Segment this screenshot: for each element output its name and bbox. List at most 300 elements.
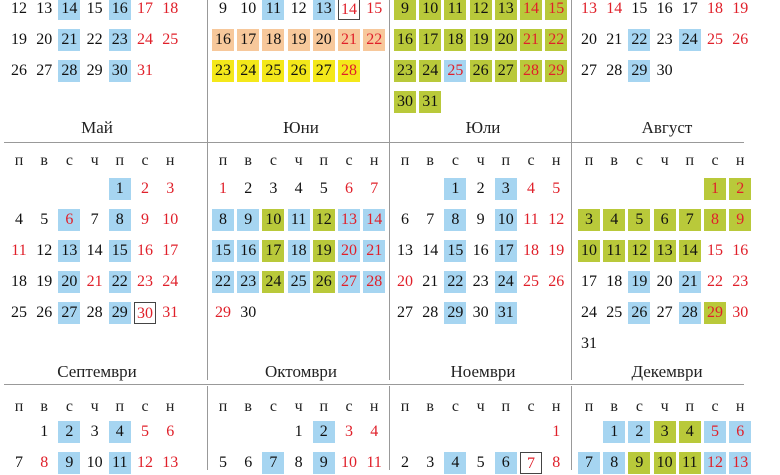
day-cell[interactable]: 10 [341, 454, 357, 471]
day-cell[interactable]: 27 [313, 60, 335, 82]
day-cell[interactable]: 9 [219, 0, 227, 17]
weekday-header: ч [476, 152, 485, 169]
day-cell[interactable]: 27 [338, 271, 360, 293]
day-cell[interactable]: 18 [262, 29, 284, 51]
day-cell[interactable]: 21 [520, 29, 542, 51]
day-cell[interactable]: 31 [581, 335, 597, 352]
month-title: Октомври [264, 362, 338, 381]
weekday-header: п [584, 152, 594, 169]
day-cell[interactable]: 20 [656, 273, 673, 290]
day-cell[interactable]: 8 [40, 454, 49, 471]
day-cell[interactable]: 23 [656, 31, 673, 48]
day-cell[interactable]: 28 [86, 304, 103, 321]
day-cell[interactable]: 19 [732, 0, 749, 17]
day-cell[interactable]: 15 [545, 0, 567, 20]
day-cell[interactable]: 21 [363, 240, 385, 262]
weekday-header: с [527, 398, 535, 415]
day-cell[interactable]: 7 [520, 452, 542, 474]
weekday-header: н [735, 152, 745, 169]
day-cell[interactable]: 4 [294, 180, 303, 197]
day-cell[interactable]: 11 [288, 209, 310, 231]
day-cell[interactable]: 11 [603, 240, 625, 262]
day-cell[interactable]: 22 [86, 31, 103, 48]
day-cell[interactable]: 2 [401, 454, 409, 471]
day-cell[interactable]: 22 [628, 29, 650, 51]
day-cell[interactable]: 21 [679, 271, 701, 293]
day-cell[interactable]: 9 [476, 211, 485, 228]
day-cell[interactable]: 19 [628, 271, 650, 293]
day-cell[interactable]: 7 [578, 452, 600, 474]
day-cell[interactable]: 8 [552, 454, 561, 471]
day-cell[interactable]: 3 [654, 421, 676, 443]
day-cell[interactable]: 28 [606, 62, 623, 79]
day-cell[interactable]: 14 [422, 242, 439, 259]
day-cell[interactable]: 3 [578, 209, 600, 231]
day-cell[interactable]: 29 [545, 60, 567, 82]
day-cell[interactable]: 26 [288, 60, 310, 82]
day-cell[interactable]: 25 [707, 31, 723, 48]
day-cell[interactable]: 18 [162, 0, 179, 17]
day-cell[interactable]: 5 [628, 209, 650, 231]
weekday-header: п [115, 398, 125, 415]
weekday-header: н [165, 398, 175, 415]
day-cell[interactable]: 2 [729, 178, 751, 200]
day-cell[interactable]: 16 [237, 240, 259, 262]
day-cell[interactable]: 17 [237, 29, 259, 51]
day-cell[interactable]: 11 [262, 0, 284, 20]
weekday-header: с [345, 152, 353, 169]
weekday-header: с [269, 152, 277, 169]
day-cell[interactable]: 23 [472, 273, 489, 290]
weekday-header: ч [294, 398, 303, 415]
day-cell[interactable]: 9 [628, 452, 650, 474]
day-cell[interactable]: 20 [581, 31, 597, 48]
day-cell[interactable]: 7 [426, 211, 435, 228]
weekday-header: с [65, 152, 73, 169]
day-cell[interactable]: 10 [419, 0, 441, 20]
day-cell[interactable]: 31 [495, 302, 517, 324]
weekday-header: н [551, 152, 561, 169]
day-cell[interactable]: 24 [262, 271, 284, 293]
weekday-header: ч [660, 152, 669, 169]
day-cell[interactable]: 4 [370, 423, 379, 440]
day-cell[interactable]: 1 [219, 180, 227, 197]
weekday-header: в [426, 152, 434, 169]
day-cell[interactable]: 3 [269, 180, 278, 197]
day-cell[interactable]: 12 [628, 240, 650, 262]
weekday-header: с [269, 398, 277, 415]
day-cell[interactable]: 8 [704, 209, 726, 231]
day-cell[interactable]: 19 [470, 29, 492, 51]
day-cell[interactable]: 4 [527, 180, 535, 197]
day-cell[interactable]: 31 [162, 304, 179, 321]
day-cell[interactable]: 10 [654, 452, 676, 474]
day-cell[interactable]: 23 [732, 273, 749, 290]
day-cell[interactable]: 27 [581, 62, 597, 79]
day-cell[interactable]: 12 [36, 242, 53, 259]
day-cell[interactable]: 14 [86, 242, 103, 259]
day-cell[interactable]: 6 [495, 452, 517, 474]
day-cell[interactable]: 28 [520, 60, 542, 82]
day-cell[interactable]: 8 [212, 209, 234, 231]
day-cell[interactable]: 29 [86, 62, 103, 79]
weekday-header: с [65, 398, 73, 415]
day-cell[interactable]: 28 [338, 60, 360, 82]
weekday-header: н [369, 398, 379, 415]
row-divider [4, 142, 744, 143]
weekday-header: в [244, 398, 252, 415]
day-cell[interactable]: 12 [548, 211, 565, 228]
day-cell[interactable]: 3 [90, 423, 99, 440]
day-cell[interactable]: 5 [40, 211, 49, 228]
day-cell[interactable]: 17 [137, 0, 153, 17]
day-cell[interactable]: 31 [137, 62, 153, 79]
month-title: Юни [283, 118, 319, 137]
day-cell[interactable]: 12 [137, 454, 153, 471]
day-cell[interactable]: 17 [162, 242, 179, 259]
day-cell[interactable]: 8 [109, 209, 131, 231]
day-cell[interactable]: 1 [40, 423, 49, 440]
day-cell[interactable]: 18 [444, 29, 466, 51]
day-cell[interactable]: 6 [244, 454, 253, 471]
day-cell[interactable]: 17 [581, 273, 597, 290]
day-cell[interactable]: 6 [345, 180, 353, 197]
day-cell[interactable]: 2 [58, 421, 80, 443]
weekday-header: в [40, 152, 48, 169]
weekday-header: п [14, 152, 24, 169]
weekday-header: ч [294, 152, 303, 169]
day-cell[interactable]: 11 [523, 211, 539, 228]
weekday-header: в [426, 398, 434, 415]
weekday-header: п [584, 398, 594, 415]
day-cell[interactable]: 9 [141, 211, 149, 228]
weekday-header: п [685, 152, 695, 169]
day-cell[interactable]: 5 [552, 180, 561, 197]
day-cell[interactable]: 13 [58, 240, 80, 262]
day-cell[interactable]: 23 [237, 271, 259, 293]
day-cell[interactable]: 12 [704, 452, 726, 474]
day-cell[interactable]: 25 [444, 60, 466, 82]
weekday-header: ч [90, 152, 99, 169]
day-cell[interactable]: 7 [370, 180, 379, 197]
day-cell[interactable]: 25 [606, 304, 623, 321]
day-cell[interactable]: 14 [363, 209, 385, 231]
month-title: Август [641, 118, 693, 137]
day-cell[interactable]: 12 [11, 0, 27, 17]
day-cell[interactable]: 2 [628, 421, 650, 443]
day-cell[interactable]: 21 [338, 29, 360, 51]
day-cell[interactable]: 10 [578, 240, 600, 262]
day-cell[interactable]: 4 [444, 452, 466, 474]
day-cell[interactable]: 19 [36, 273, 53, 290]
day-cell[interactable]: 11 [11, 242, 27, 259]
day-cell[interactable]: 15 [631, 0, 648, 17]
day-cell[interactable]: 13 [495, 0, 517, 20]
day-cell[interactable]: 30 [394, 91, 416, 113]
day-cell[interactable]: 5 [704, 421, 726, 443]
day-cell[interactable]: 3 [426, 454, 435, 471]
weekday-header: п [501, 398, 511, 415]
day-cell[interactable]: 14 [679, 240, 701, 262]
day-cell[interactable]: 30 [240, 304, 257, 321]
weekday-header: п [14, 398, 24, 415]
day-cell[interactable]: 11 [109, 452, 131, 474]
day-cell[interactable]: 23 [394, 60, 416, 82]
column-divider [207, 386, 208, 470]
row-divider [4, 384, 744, 385]
day-cell[interactable]: 1 [552, 423, 561, 440]
day-cell[interactable]: 14 [58, 0, 80, 20]
day-cell[interactable]: 3 [345, 423, 353, 440]
weekday-header: с [635, 398, 643, 415]
day-cell[interactable]: 11 [366, 454, 382, 471]
day-cell[interactable]: 16 [472, 242, 489, 259]
month-title: Ноември [450, 362, 516, 381]
day-cell[interactable]: 18 [288, 240, 310, 262]
day-cell[interactable]: 5 [141, 423, 149, 440]
day-cell[interactable]: 16 [656, 0, 673, 17]
day-cell[interactable]: 1 [109, 178, 131, 200]
day-cell[interactable]: 23 [109, 29, 131, 51]
day-cell[interactable]: 18 [11, 273, 27, 290]
day-cell[interactable]: 25 [288, 271, 310, 293]
day-cell[interactable]: 27 [36, 62, 53, 79]
day-cell[interactable]: 16 [137, 242, 153, 259]
day-cell[interactable]: 29 [215, 304, 231, 321]
day-cell[interactable]: 26 [11, 62, 27, 79]
day-cell[interactable]: 4 [603, 209, 625, 231]
day-cell[interactable]: 6 [401, 211, 409, 228]
day-cell[interactable]: 5 [219, 454, 227, 471]
weekday-header: п [400, 152, 410, 169]
day-cell[interactable]: 29 [444, 302, 466, 324]
weekday-header: п [218, 152, 228, 169]
day-cell[interactable]: 2 [476, 180, 485, 197]
weekday-header: с [141, 398, 149, 415]
day-cell[interactable]: 24 [581, 304, 597, 321]
day-cell[interactable]: 20 [495, 29, 517, 51]
weekday-header: п [115, 152, 125, 169]
day-cell[interactable]: 21 [58, 29, 80, 51]
day-cell[interactable]: 20 [338, 240, 360, 262]
day-cell[interactable]: 19 [11, 31, 27, 48]
day-cell[interactable]: 22 [707, 273, 723, 290]
day-cell[interactable]: 26 [36, 304, 53, 321]
day-cell[interactable]: 7 [15, 454, 23, 471]
day-cell[interactable]: 30 [134, 302, 156, 324]
weekday-header: в [244, 152, 252, 169]
day-cell[interactable]: 24 [419, 60, 441, 82]
day-cell[interactable]: 19 [313, 240, 335, 262]
day-cell[interactable]: 19 [288, 29, 310, 51]
day-cell[interactable]: 18 [707, 0, 723, 17]
day-cell[interactable]: 15 [109, 240, 131, 262]
day-cell[interactable]: 15 [86, 0, 103, 17]
weekday-header: с [451, 398, 459, 415]
day-cell[interactable]: 30 [732, 304, 749, 321]
day-cell[interactable]: 22 [444, 271, 466, 293]
day-cell[interactable]: 24 [162, 273, 179, 290]
weekday-header: п [501, 152, 511, 169]
day-cell[interactable]: 26 [313, 271, 335, 293]
day-cell[interactable]: 25 [11, 304, 27, 321]
day-cell[interactable]: 6 [58, 209, 80, 231]
day-cell[interactable]: 9 [729, 209, 751, 231]
day-cell[interactable]: 27 [495, 60, 517, 82]
day-cell[interactable]: 6 [729, 421, 751, 443]
weekday-header: н [735, 398, 745, 415]
day-cell[interactable]: 10 [262, 209, 284, 231]
day-cell[interactable]: 24 [495, 271, 517, 293]
day-cell[interactable]: 29 [704, 302, 726, 324]
day-cell[interactable]: 13 [581, 0, 597, 17]
day-cell[interactable]: 9 [237, 209, 259, 231]
day-cell[interactable]: 9 [313, 452, 335, 474]
day-cell[interactable]: 3 [166, 180, 175, 197]
day-cell[interactable]: 12 [313, 209, 335, 231]
day-cell[interactable]: 10 [162, 211, 179, 228]
day-cell[interactable]: 21 [422, 273, 439, 290]
day-cell[interactable]: 30 [656, 62, 673, 79]
day-cell[interactable]: 26 [628, 302, 650, 324]
day-cell[interactable]: 20 [313, 29, 335, 51]
weekday-header: с [141, 152, 149, 169]
day-cell[interactable]: 4 [15, 211, 23, 228]
day-cell[interactable]: 13 [338, 209, 360, 231]
day-cell[interactable]: 30 [472, 304, 489, 321]
day-cell[interactable]: 17 [681, 0, 698, 17]
day-cell[interactable]: 13 [729, 452, 751, 474]
day-cell[interactable]: 7 [679, 209, 701, 231]
day-cell[interactable]: 12 [470, 0, 492, 20]
day-cell[interactable]: 13 [397, 242, 413, 259]
day-cell[interactable]: 15 [444, 240, 466, 262]
weekday-header: н [165, 152, 175, 169]
day-cell[interactable]: 21 [86, 273, 103, 290]
day-cell[interactable]: 16 [394, 29, 416, 51]
day-cell[interactable]: 18 [606, 273, 623, 290]
month-title: Септември [57, 362, 137, 381]
day-cell[interactable]: 17 [262, 240, 284, 262]
day-cell[interactable]: 2 [313, 421, 335, 443]
day-cell[interactable]: 1 [704, 178, 726, 200]
day-cell[interactable]: 12 [290, 0, 307, 17]
day-cell[interactable]: 29 [109, 302, 131, 324]
day-cell[interactable]: 14 [520, 0, 542, 20]
day-cell[interactable]: 14 [338, 0, 360, 20]
day-cell[interactable]: 1 [444, 178, 466, 200]
day-cell[interactable]: 9 [58, 452, 80, 474]
day-cell[interactable]: 1 [294, 423, 303, 440]
day-cell[interactable]: 26 [470, 60, 492, 82]
day-cell[interactable]: 30 [109, 60, 131, 82]
day-cell[interactable]: 11 [444, 0, 466, 20]
day-cell[interactable]: 28 [679, 302, 701, 324]
day-cell[interactable]: 16 [109, 0, 131, 20]
day-cell[interactable]: 20 [58, 271, 80, 293]
column-divider [389, 0, 390, 380]
day-cell[interactable]: 16 [732, 242, 749, 259]
day-cell[interactable]: 31 [419, 91, 441, 113]
day-cell[interactable]: 10 [240, 0, 257, 17]
day-cell[interactable]: 20 [397, 273, 413, 290]
day-cell[interactable]: 25 [523, 273, 539, 290]
day-cell[interactable]: 27 [397, 304, 413, 321]
day-cell[interactable]: 24 [137, 31, 153, 48]
day-cell[interactable]: 5 [319, 180, 328, 197]
day-cell[interactable]: 13 [654, 240, 676, 262]
day-cell[interactable]: 10 [495, 209, 517, 231]
day-cell[interactable]: 20 [36, 31, 53, 48]
day-cell[interactable]: 6 [166, 423, 175, 440]
day-cell[interactable]: 2 [244, 180, 253, 197]
day-cell[interactable]: 9 [394, 0, 416, 20]
day-cell[interactable]: 7 [90, 211, 99, 228]
day-cell[interactable]: 6 [654, 209, 676, 231]
day-cell[interactable]: 25 [162, 31, 179, 48]
day-cell[interactable]: 25 [262, 60, 284, 82]
day-cell[interactable]: 15 [366, 0, 383, 17]
day-cell[interactable]: 7 [262, 452, 284, 474]
day-cell[interactable]: 26 [548, 273, 565, 290]
day-cell[interactable]: 13 [36, 0, 53, 17]
day-cell[interactable]: 22 [109, 271, 131, 293]
day-cell[interactable]: 28 [422, 304, 439, 321]
day-cell[interactable]: 29 [628, 60, 650, 82]
day-cell[interactable]: 22 [212, 271, 234, 293]
column-divider [207, 0, 208, 380]
day-cell[interactable]: 17 [495, 240, 517, 262]
day-cell[interactable]: 24 [237, 60, 259, 82]
day-cell[interactable]: 23 [137, 273, 153, 290]
day-cell[interactable]: 22 [545, 29, 567, 51]
weekday-header: ч [660, 398, 669, 415]
day-cell[interactable]: 5 [476, 454, 485, 471]
day-cell[interactable]: 15 [212, 240, 234, 262]
day-cell[interactable]: 27 [656, 304, 673, 321]
day-cell[interactable]: 8 [294, 454, 303, 471]
month-title: Юли [465, 118, 501, 137]
day-cell[interactable]: 16 [212, 29, 234, 51]
weekday-header: с [711, 398, 719, 415]
day-cell[interactable]: 4 [109, 421, 131, 443]
day-cell[interactable]: 24 [679, 29, 701, 51]
day-cell[interactable]: 28 [363, 271, 385, 293]
day-cell[interactable]: 13 [162, 454, 179, 471]
day-cell[interactable]: 4 [679, 421, 701, 443]
day-cell[interactable]: 11 [679, 452, 701, 474]
day-cell[interactable]: 22 [363, 29, 385, 51]
weekday-header: ч [476, 398, 485, 415]
day-cell[interactable]: 14 [606, 0, 623, 17]
day-cell[interactable]: 15 [707, 242, 723, 259]
day-cell[interactable]: 18 [523, 242, 539, 259]
day-cell[interactable]: 27 [58, 302, 80, 324]
day-cell[interactable]: 1 [603, 421, 625, 443]
day-cell[interactable]: 2 [141, 180, 149, 197]
day-cell[interactable]: 10 [86, 454, 103, 471]
day-cell[interactable]: 8 [603, 452, 625, 474]
day-cell[interactable]: 23 [212, 60, 234, 82]
day-cell[interactable]: 28 [58, 60, 80, 82]
day-cell[interactable]: 26 [732, 31, 749, 48]
day-cell[interactable]: 21 [606, 31, 623, 48]
day-cell[interactable]: 13 [313, 0, 335, 20]
day-cell[interactable]: 8 [444, 209, 466, 231]
day-cell[interactable]: 19 [548, 242, 565, 259]
day-cell[interactable]: 17 [419, 29, 441, 51]
day-cell[interactable]: 3 [495, 178, 517, 200]
